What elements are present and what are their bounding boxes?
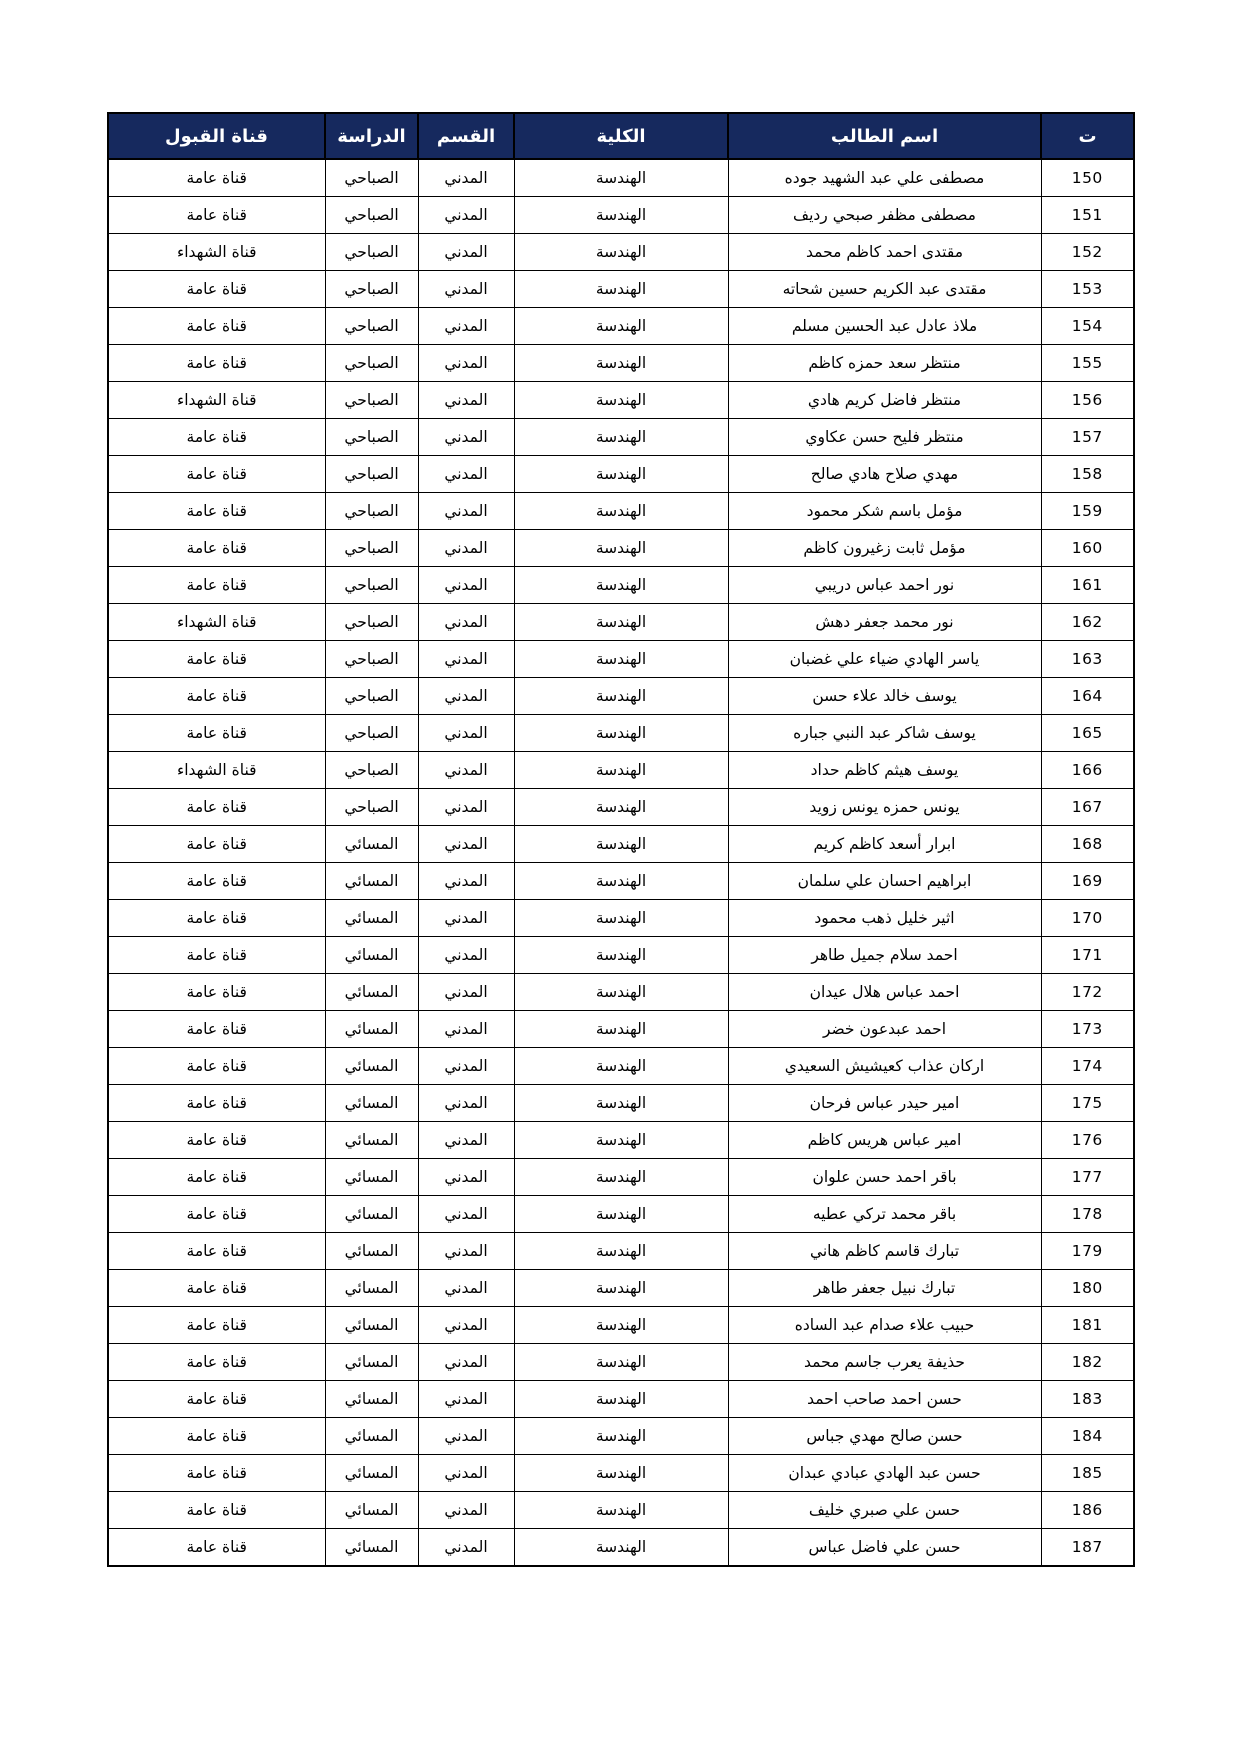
cell-serial: 157 bbox=[1041, 419, 1134, 456]
cell-admission-channel: قناة عامة bbox=[108, 197, 325, 234]
cell-admission-channel: قناة عامة bbox=[108, 715, 325, 752]
table-row bbox=[108, 159, 1134, 197]
cell-admission-channel: قناة الشهداء bbox=[108, 604, 325, 641]
header-department: القسم bbox=[418, 113, 514, 159]
cell-study-type: المسائي bbox=[325, 974, 418, 1011]
cell-college: الهندسة bbox=[514, 715, 728, 752]
cell-department: المدني bbox=[418, 197, 514, 234]
cell-student-name: ابرار أسعد كاظم كريم bbox=[728, 826, 1041, 863]
cell-college: الهندسة bbox=[514, 678, 728, 715]
cell-admission-channel: قناة عامة bbox=[108, 1122, 325, 1159]
cell-department: المدني bbox=[418, 900, 514, 937]
cell-student-name: نور احمد عباس دريبي bbox=[728, 567, 1041, 604]
cell-college: الهندسة bbox=[514, 308, 728, 345]
cell-college: الهندسة bbox=[514, 197, 728, 234]
cell-department: المدني bbox=[418, 1270, 514, 1307]
cell-student-name: امير حيدر عباس فرحان bbox=[728, 1085, 1041, 1122]
cell-study-type: المسائي bbox=[325, 1418, 418, 1455]
cell-study-type: المسائي bbox=[325, 1048, 418, 1085]
cell-serial: 162 bbox=[1041, 604, 1134, 641]
cell-admission-channel: قناة عامة bbox=[108, 1270, 325, 1307]
cell-department: المدني bbox=[418, 1048, 514, 1085]
cell-college: الهندسة bbox=[514, 1344, 728, 1381]
cell-serial: 163 bbox=[1041, 641, 1134, 678]
cell-student-name: حبيب علاء صدام عبد الساده bbox=[728, 1307, 1041, 1344]
table-row bbox=[108, 826, 1134, 863]
cell-department: المدني bbox=[418, 604, 514, 641]
table-row bbox=[108, 1381, 1134, 1418]
cell-student-name: مؤمل ثابت زغيرون كاظم bbox=[728, 530, 1041, 567]
cell-department: المدني bbox=[418, 382, 514, 419]
table-row bbox=[108, 789, 1134, 826]
cell-admission-channel: قناة عامة bbox=[108, 159, 325, 197]
table-row bbox=[108, 345, 1134, 382]
cell-admission-channel: قناة عامة bbox=[108, 419, 325, 456]
cell-college: الهندسة bbox=[514, 567, 728, 604]
cell-serial: 184 bbox=[1041, 1418, 1134, 1455]
cell-serial: 178 bbox=[1041, 1196, 1134, 1233]
cell-serial: 154 bbox=[1041, 308, 1134, 345]
cell-study-type: الصباحي bbox=[325, 641, 418, 678]
cell-serial: 179 bbox=[1041, 1233, 1134, 1270]
cell-college: الهندسة bbox=[514, 789, 728, 826]
cell-study-type: الصباحي bbox=[325, 493, 418, 530]
cell-student-name: احمد سلام جميل طاهر bbox=[728, 937, 1041, 974]
cell-college: الهندسة bbox=[514, 1233, 728, 1270]
cell-department: المدني bbox=[418, 1159, 514, 1196]
cell-student-name: حسن علي فاضل عباس bbox=[728, 1529, 1041, 1567]
cell-serial: 168 bbox=[1041, 826, 1134, 863]
table-row bbox=[108, 1455, 1134, 1492]
cell-serial: 161 bbox=[1041, 567, 1134, 604]
cell-student-name: اركان عذاب كعيشيش السعيدي bbox=[728, 1048, 1041, 1085]
cell-serial: 160 bbox=[1041, 530, 1134, 567]
table-row bbox=[108, 752, 1134, 789]
table-row bbox=[108, 234, 1134, 271]
cell-college: الهندسة bbox=[514, 752, 728, 789]
table-row bbox=[108, 678, 1134, 715]
cell-admission-channel: قناة عامة bbox=[108, 345, 325, 382]
cell-student-name: مصطفى مظفر صبحي رديف bbox=[728, 197, 1041, 234]
cell-serial: 158 bbox=[1041, 456, 1134, 493]
cell-admission-channel: قناة عامة bbox=[108, 1381, 325, 1418]
table-row bbox=[108, 308, 1134, 345]
cell-student-name: باقر محمد تركي عطيه bbox=[728, 1196, 1041, 1233]
cell-college: الهندسة bbox=[514, 900, 728, 937]
cell-serial: 151 bbox=[1041, 197, 1134, 234]
cell-student-name: منتظر سعد حمزه كاظم bbox=[728, 345, 1041, 382]
cell-student-name: مؤمل باسم شكر محمود bbox=[728, 493, 1041, 530]
cell-admission-channel: قناة عامة bbox=[108, 974, 325, 1011]
cell-serial: 164 bbox=[1041, 678, 1134, 715]
cell-study-type: المسائي bbox=[325, 1233, 418, 1270]
cell-college: الهندسة bbox=[514, 271, 728, 308]
cell-study-type: الصباحي bbox=[325, 789, 418, 826]
cell-department: المدني bbox=[418, 567, 514, 604]
cell-college: الهندسة bbox=[514, 1455, 728, 1492]
cell-study-type: الصباحي bbox=[325, 604, 418, 641]
cell-department: المدني bbox=[418, 863, 514, 900]
cell-admission-channel: قناة عامة bbox=[108, 1085, 325, 1122]
cell-serial: 156 bbox=[1041, 382, 1134, 419]
table-row bbox=[108, 1011, 1134, 1048]
cell-serial: 183 bbox=[1041, 1381, 1134, 1418]
cell-serial: 170 bbox=[1041, 900, 1134, 937]
table-row bbox=[108, 1270, 1134, 1307]
cell-student-name: حسن صالح مهدي جباس bbox=[728, 1418, 1041, 1455]
cell-student-name: احمد عبدعون خضر bbox=[728, 1011, 1041, 1048]
cell-student-name: احمد عباس هلال عيدان bbox=[728, 974, 1041, 1011]
cell-study-type: الصباحي bbox=[325, 345, 418, 382]
cell-admission-channel: قناة عامة bbox=[108, 493, 325, 530]
cell-serial: 173 bbox=[1041, 1011, 1134, 1048]
cell-college: الهندسة bbox=[514, 826, 728, 863]
cell-study-type: المسائي bbox=[325, 1122, 418, 1159]
header-student-name: اسم الطالب bbox=[728, 113, 1041, 159]
table-row bbox=[108, 493, 1134, 530]
cell-department: المدني bbox=[418, 937, 514, 974]
cell-study-type: الصباحي bbox=[325, 456, 418, 493]
cell-department: المدني bbox=[418, 826, 514, 863]
cell-department: المدني bbox=[418, 1307, 514, 1344]
table-row bbox=[108, 1492, 1134, 1529]
cell-student-name: يوسف هيثم كاظم حداد bbox=[728, 752, 1041, 789]
cell-admission-channel: قناة عامة bbox=[108, 271, 325, 308]
cell-admission-channel: قناة عامة bbox=[108, 530, 325, 567]
cell-admission-channel: قناة عامة bbox=[108, 826, 325, 863]
table-row bbox=[108, 937, 1134, 974]
cell-department: المدني bbox=[418, 234, 514, 271]
cell-admission-channel: قناة عامة bbox=[108, 1307, 325, 1344]
cell-study-type: الصباحي bbox=[325, 159, 418, 197]
cell-department: المدني bbox=[418, 345, 514, 382]
cell-serial: 177 bbox=[1041, 1159, 1134, 1196]
cell-study-type: المسائي bbox=[325, 1381, 418, 1418]
header-serial: ت bbox=[1041, 113, 1134, 159]
cell-department: المدني bbox=[418, 1122, 514, 1159]
cell-department: المدني bbox=[418, 159, 514, 197]
header-admission-channel: قناة القبول bbox=[108, 113, 325, 159]
cell-study-type: المسائي bbox=[325, 1492, 418, 1529]
cell-study-type: الصباحي bbox=[325, 678, 418, 715]
cell-study-type: المسائي bbox=[325, 1159, 418, 1196]
cell-department: المدني bbox=[418, 789, 514, 826]
table-row bbox=[108, 900, 1134, 937]
table-row bbox=[108, 271, 1134, 308]
cell-serial: 159 bbox=[1041, 493, 1134, 530]
table-row bbox=[108, 1233, 1134, 1270]
cell-college: الهندسة bbox=[514, 1122, 728, 1159]
cell-study-type: الصباحي bbox=[325, 715, 418, 752]
table-row bbox=[108, 1344, 1134, 1381]
cell-admission-channel: قناة عامة bbox=[108, 1455, 325, 1492]
cell-department: المدني bbox=[418, 456, 514, 493]
cell-serial: 186 bbox=[1041, 1492, 1134, 1529]
table-row bbox=[108, 197, 1134, 234]
cell-admission-channel: قناة الشهداء bbox=[108, 382, 325, 419]
cell-admission-channel: قناة عامة bbox=[108, 1011, 325, 1048]
table-row bbox=[108, 974, 1134, 1011]
cell-study-type: المسائي bbox=[325, 937, 418, 974]
cell-student-name: تبارك قاسم كاظم هاني bbox=[728, 1233, 1041, 1270]
cell-admission-channel: قناة عامة bbox=[108, 1344, 325, 1381]
cell-serial: 166 bbox=[1041, 752, 1134, 789]
cell-student-name: نور محمد جعفر دهش bbox=[728, 604, 1041, 641]
cell-admission-channel: قناة الشهداء bbox=[108, 752, 325, 789]
cell-serial: 152 bbox=[1041, 234, 1134, 271]
cell-student-name: حذيفة يعرب جاسم محمد bbox=[728, 1344, 1041, 1381]
cell-department: المدني bbox=[418, 715, 514, 752]
cell-student-name: مهدي صلاح هادي صالح bbox=[728, 456, 1041, 493]
cell-department: المدني bbox=[418, 271, 514, 308]
cell-student-name: منتظر فاضل كريم هادي bbox=[728, 382, 1041, 419]
cell-student-name: مقتدى عبد الكريم حسين شحاته bbox=[728, 271, 1041, 308]
cell-student-name: يوسف شاكر عبد النبي جباره bbox=[728, 715, 1041, 752]
cell-serial: 181 bbox=[1041, 1307, 1134, 1344]
cell-college: الهندسة bbox=[514, 937, 728, 974]
cell-admission-channel: قناة عامة bbox=[108, 641, 325, 678]
table-row bbox=[108, 456, 1134, 493]
cell-department: المدني bbox=[418, 1381, 514, 1418]
cell-student-name: ياسر الهادي ضياء علي غضبان bbox=[728, 641, 1041, 678]
table-row bbox=[108, 382, 1134, 419]
cell-department: المدني bbox=[418, 530, 514, 567]
cell-serial: 153 bbox=[1041, 271, 1134, 308]
table-body bbox=[108, 159, 1134, 1566]
cell-study-type: المسائي bbox=[325, 1196, 418, 1233]
cell-serial: 167 bbox=[1041, 789, 1134, 826]
cell-department: المدني bbox=[418, 1492, 514, 1529]
cell-student-name: اثير خليل ذهب محمود bbox=[728, 900, 1041, 937]
cell-admission-channel: قناة الشهداء bbox=[108, 234, 325, 271]
table-row bbox=[108, 604, 1134, 641]
cell-college: الهندسة bbox=[514, 1418, 728, 1455]
cell-college: الهندسة bbox=[514, 1196, 728, 1233]
cell-college: الهندسة bbox=[514, 345, 728, 382]
cell-serial: 165 bbox=[1041, 715, 1134, 752]
cell-college: الهندسة bbox=[514, 493, 728, 530]
cell-department: المدني bbox=[418, 1233, 514, 1270]
cell-college: الهندسة bbox=[514, 382, 728, 419]
table-row bbox=[108, 1196, 1134, 1233]
cell-student-name: حسن علي صبري خليف bbox=[728, 1492, 1041, 1529]
table-row bbox=[108, 530, 1134, 567]
cell-serial: 185 bbox=[1041, 1455, 1134, 1492]
cell-student-name: تبارك نبيل جعفر طاهر bbox=[728, 1270, 1041, 1307]
cell-department: المدني bbox=[418, 1085, 514, 1122]
cell-admission-channel: قناة عامة bbox=[108, 1418, 325, 1455]
cell-admission-channel: قناة عامة bbox=[108, 1048, 325, 1085]
cell-department: المدني bbox=[418, 308, 514, 345]
cell-admission-channel: قناة عامة bbox=[108, 1196, 325, 1233]
cell-study-type: المسائي bbox=[325, 1011, 418, 1048]
cell-department: المدني bbox=[418, 752, 514, 789]
cell-admission-channel: قناة عامة bbox=[108, 308, 325, 345]
cell-study-type: الصباحي bbox=[325, 308, 418, 345]
cell-study-type: الصباحي bbox=[325, 567, 418, 604]
cell-college: الهندسة bbox=[514, 1159, 728, 1196]
cell-student-name: يونس حمزه يونس زويد bbox=[728, 789, 1041, 826]
cell-admission-channel: قناة عامة bbox=[108, 863, 325, 900]
cell-department: المدني bbox=[418, 1455, 514, 1492]
cell-study-type: الصباحي bbox=[325, 234, 418, 271]
cell-college: الهندسة bbox=[514, 1011, 728, 1048]
header-college: الكلية bbox=[514, 113, 728, 159]
cell-college: الهندسة bbox=[514, 604, 728, 641]
table-row bbox=[108, 1048, 1134, 1085]
cell-study-type: الصباحي bbox=[325, 419, 418, 456]
cell-admission-channel: قناة عامة bbox=[108, 678, 325, 715]
cell-student-name: باقر احمد حسن علوان bbox=[728, 1159, 1041, 1196]
cell-college: الهندسة bbox=[514, 456, 728, 493]
cell-student-name: يوسف خالد علاء حسن bbox=[728, 678, 1041, 715]
cell-college: الهندسة bbox=[514, 1529, 728, 1567]
cell-college: الهندسة bbox=[514, 1085, 728, 1122]
cell-college: الهندسة bbox=[514, 974, 728, 1011]
cell-student-name: ملاذ عادل عبد الحسين مسلم bbox=[728, 308, 1041, 345]
cell-college: الهندسة bbox=[514, 419, 728, 456]
table-row bbox=[108, 1085, 1134, 1122]
cell-study-type: الصباحي bbox=[325, 752, 418, 789]
cell-study-type: المسائي bbox=[325, 1307, 418, 1344]
cell-student-name: حسن عبد الهادي عبادي عبدان bbox=[728, 1455, 1041, 1492]
cell-serial: 182 bbox=[1041, 1344, 1134, 1381]
student-admission-table bbox=[107, 112, 1135, 1567]
cell-study-type: الصباحي bbox=[325, 382, 418, 419]
cell-department: المدني bbox=[418, 641, 514, 678]
cell-college: الهندسة bbox=[514, 530, 728, 567]
cell-study-type: المسائي bbox=[325, 1085, 418, 1122]
cell-department: المدني bbox=[418, 1011, 514, 1048]
cell-admission-channel: قناة عامة bbox=[108, 1159, 325, 1196]
table-row bbox=[108, 1159, 1134, 1196]
cell-serial: 175 bbox=[1041, 1085, 1134, 1122]
cell-study-type: المسائي bbox=[325, 863, 418, 900]
cell-admission-channel: قناة عامة bbox=[108, 1233, 325, 1270]
table-row bbox=[108, 1307, 1134, 1344]
cell-department: المدني bbox=[418, 1196, 514, 1233]
cell-study-type: المسائي bbox=[325, 1529, 418, 1567]
cell-serial: 187 bbox=[1041, 1529, 1134, 1567]
cell-college: الهندسة bbox=[514, 641, 728, 678]
cell-college: الهندسة bbox=[514, 1381, 728, 1418]
cell-admission-channel: قناة عامة bbox=[108, 1529, 325, 1567]
cell-study-type: المسائي bbox=[325, 1270, 418, 1307]
cell-college: الهندسة bbox=[514, 1270, 728, 1307]
cell-student-name: مقتدى احمد كاظم محمد bbox=[728, 234, 1041, 271]
cell-department: المدني bbox=[418, 1418, 514, 1455]
cell-department: المدني bbox=[418, 1344, 514, 1381]
cell-department: المدني bbox=[418, 974, 514, 1011]
table-row bbox=[108, 567, 1134, 604]
cell-serial: 172 bbox=[1041, 974, 1134, 1011]
cell-department: المدني bbox=[418, 678, 514, 715]
cell-admission-channel: قناة عامة bbox=[108, 789, 325, 826]
cell-serial: 174 bbox=[1041, 1048, 1134, 1085]
cell-study-type: المسائي bbox=[325, 826, 418, 863]
cell-study-type: الصباحي bbox=[325, 197, 418, 234]
table-header-row bbox=[108, 113, 1134, 159]
cell-admission-channel: قناة عامة bbox=[108, 567, 325, 604]
cell-department: المدني bbox=[418, 493, 514, 530]
cell-serial: 171 bbox=[1041, 937, 1134, 974]
cell-admission-channel: قناة عامة bbox=[108, 456, 325, 493]
cell-serial: 155 bbox=[1041, 345, 1134, 382]
table-row bbox=[108, 715, 1134, 752]
cell-student-name: مصطفى علي عبد الشهيد جوده bbox=[728, 159, 1041, 197]
cell-college: الهندسة bbox=[514, 159, 728, 197]
cell-admission-channel: قناة عامة bbox=[108, 937, 325, 974]
cell-study-type: المسائي bbox=[325, 900, 418, 937]
cell-student-name: منتظر فليح حسن عكاوي bbox=[728, 419, 1041, 456]
header-study-type: الدراسة bbox=[325, 113, 418, 159]
cell-serial: 150 bbox=[1041, 159, 1134, 197]
cell-study-type: الصباحي bbox=[325, 530, 418, 567]
table-row bbox=[108, 419, 1134, 456]
table-row bbox=[108, 863, 1134, 900]
table-row bbox=[108, 1122, 1134, 1159]
cell-student-name: ابراهيم احسان علي سلمان bbox=[728, 863, 1041, 900]
cell-college: الهندسة bbox=[514, 863, 728, 900]
cell-student-name: حسن احمد صاحب احمد bbox=[728, 1381, 1041, 1418]
cell-admission-channel: قناة عامة bbox=[108, 900, 325, 937]
cell-serial: 169 bbox=[1041, 863, 1134, 900]
cell-college: الهندسة bbox=[514, 1492, 728, 1529]
cell-study-type: المسائي bbox=[325, 1344, 418, 1381]
cell-college: الهندسة bbox=[514, 1307, 728, 1344]
cell-study-type: الصباحي bbox=[325, 271, 418, 308]
cell-college: الهندسة bbox=[514, 1048, 728, 1085]
cell-college: الهندسة bbox=[514, 234, 728, 271]
cell-department: المدني bbox=[418, 1529, 514, 1567]
cell-study-type: المسائي bbox=[325, 1455, 418, 1492]
cell-admission-channel: قناة عامة bbox=[108, 1492, 325, 1529]
table-row bbox=[108, 1418, 1134, 1455]
cell-serial: 176 bbox=[1041, 1122, 1134, 1159]
cell-student-name: امير عباس هريس كاظم bbox=[728, 1122, 1041, 1159]
table-row bbox=[108, 641, 1134, 678]
cell-department: المدني bbox=[418, 419, 514, 456]
table-row bbox=[108, 1529, 1134, 1567]
cell-serial: 180 bbox=[1041, 1270, 1134, 1307]
